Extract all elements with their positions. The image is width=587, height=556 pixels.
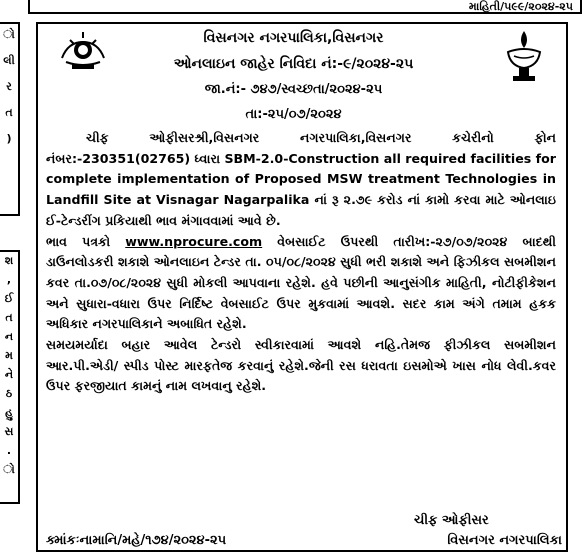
adjacent-char: ઠ xyxy=(5,387,13,400)
paragraph-2-lead: ભાવ પત્રકો xyxy=(46,233,126,249)
previous-notice-ref: માહિતી/૫૯૯/૨૦૨૪-૨૫ xyxy=(468,0,573,13)
adjacent-char: ો xyxy=(3,463,15,476)
footer-reference-number: ક્માંકઃનામાનિ/મહે/૧૭૪/૨૦૨૪-૨૫ xyxy=(46,533,227,548)
signatory-designation: ચીફ ઓફીસર xyxy=(414,513,489,528)
adjacent-char: ન xyxy=(4,330,14,343)
adjacent-char: , xyxy=(6,273,12,286)
body-paragraph-3: સમયમર્યાદા બહાર આવેલ ટેન્ડરો સ્વીકારવામાં આવશે નહિ.તેમજ ફીઝીકલ સબમીશન આર.પી.એડી/ સ્પીડ પોસ્ટ મારફતેજ કરવાનું રહેશે.જેની રસ ધરાવતા ઇસમોએ ખાસ નોધ લેવી.કવર ઉપર ફરજીયાત કામનું નામ લખવાનુ રહેશે. xyxy=(46,337,556,394)
municipality-title: વિસનગર નગરપાલિકા,વિસનગર xyxy=(203,30,384,46)
adjacent-char: મ xyxy=(5,349,13,362)
adjacent-char: ર xyxy=(6,80,12,93)
notice-date: તા:-૨૫/૦૭/૨૦૨૪ xyxy=(245,107,342,122)
tender-title: ઓનલાઇન જાહેર નિવિદા નં:-૯/૨૦૨૪-૨૫ xyxy=(173,56,414,72)
adjacent-char: ને xyxy=(4,368,14,381)
adjacent-char: સ xyxy=(4,425,14,438)
notice-body xyxy=(46,128,556,397)
adjacent-column-fragment xyxy=(0,22,22,556)
previous-notice-strip xyxy=(0,0,587,16)
adjacent-char: ત xyxy=(5,106,13,119)
adjacent-char: હુ xyxy=(5,406,13,419)
body-paragraph-1: ચીફ ઓફીસરશ્રી,વિસનગર નગરપાલિકા,વિસનગર કચેરીનો ફોન નંબર:-230351(02765) ધ્વારા SBM-2.0-Construction all required facilities for complete implementation of Proposed MSW treatment Technologies in Landfill Site at Visnagar Nagarpalika નાં રૂ ૨.૭૯ કરોડ નાં કામો કરવા માટે ઓનલાઇ ઈ-ટેન્ડરીંગ પ્રકિયાથી ભાવ મંગાવવામાં આવે છે. xyxy=(46,130,556,228)
body-paragraph-2 xyxy=(46,232,556,336)
adjacent-char: લી xyxy=(3,54,15,67)
adjacent-char: ) xyxy=(6,132,12,145)
website-link[interactable]: www.nprocure.com xyxy=(125,233,263,249)
paragraph-2-text: વેબસાઈટ ઉપરથી તારીખ:-૨૭/૦૭/૨૦૨૪ બાદથી ડાઉનલોડકરી શકાશે ઓનલાઇન ટેન્ડર તા. ૦૫/૦૮/૨૦૨૪ સુધી ભરી શકાશે અને ફિઝીકલ સબમીશન કવર તા.૦૭/૦૮/૨૦૨૪ સુધી મોકલી આપવાના રહેશે. હવે પછીની આનુસંગીક માહિતી, નોટીફીકેશન અને સુધારા-વધારા ઉપર નિર્દિષ્ટ વેબસાઈટ ઉપર મુકવામાં આવશે. સદર કામ અંગે તમામ હકક અધિકાર નગરપાલિકાને અબાધિત રહેશે. xyxy=(46,233,556,332)
adjacent-char: ત xyxy=(5,311,13,324)
adjacent-char: ઈ xyxy=(4,292,14,305)
adjacent-char: ો xyxy=(3,28,15,41)
adjacent-char: શ xyxy=(4,254,14,267)
outward-number: જા.નં:- ૭૪૭/સ્વચ્છતા/૨૦૨૪-૨૫ xyxy=(204,82,383,97)
signatory-office: વિસનગર નગરપાલિકા xyxy=(447,533,562,548)
adjacent-char: . xyxy=(6,444,12,457)
